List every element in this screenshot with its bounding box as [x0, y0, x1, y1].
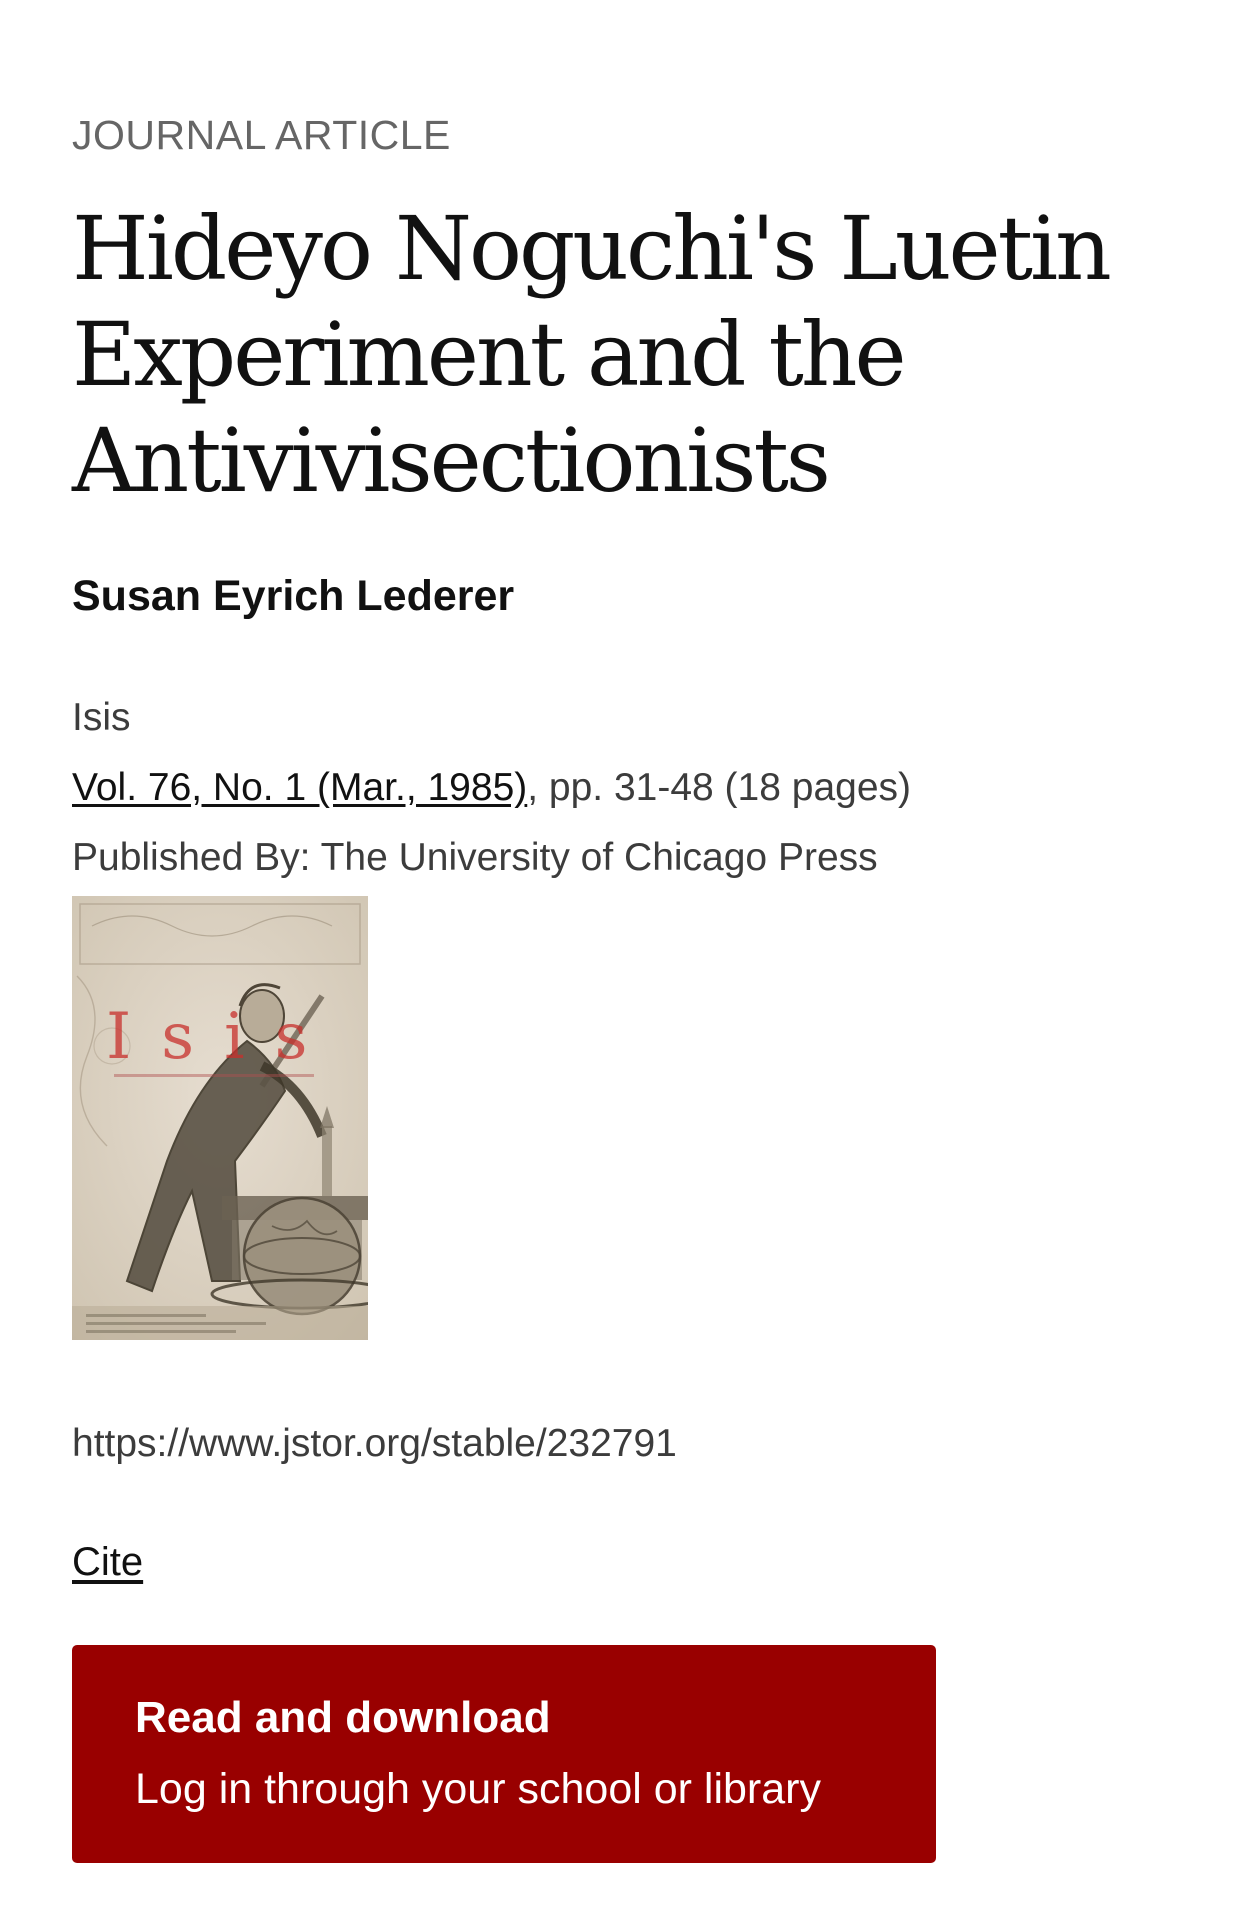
publisher-info: Published By: The University of Chicago Press	[72, 836, 878, 879]
page-range: , pp. 31-48 (18 pages)	[527, 766, 912, 809]
article-title: Hideyo Noguchi's Luetin Experiment and the Antivivisectionists	[72, 197, 1109, 512]
journal-name: Isis	[72, 696, 131, 739]
cover-wordmark: Isis	[106, 1000, 338, 1074]
read-and-download-title: Read and download	[135, 1693, 551, 1742]
journal-cover-image[interactable]	[72, 896, 368, 1340]
issue-link[interactable]: Vol. 76, No. 1 (Mar., 1985)	[72, 766, 528, 809]
institution-login-label: Log in through your school or library	[135, 1765, 821, 1813]
read-and-download-button[interactable]	[72, 1645, 936, 1863]
article-author[interactable]: Susan Eyrich Lederer	[72, 572, 515, 620]
issue-info	[72, 766, 911, 810]
cite-link[interactable]: Cite	[72, 1540, 144, 1584]
cover-illustration	[72, 896, 368, 1340]
content-type-label: JOURNAL ARTICLE	[72, 112, 451, 158]
stable-url[interactable]: https://www.jstor.org/stable/232791	[72, 1422, 677, 1465]
